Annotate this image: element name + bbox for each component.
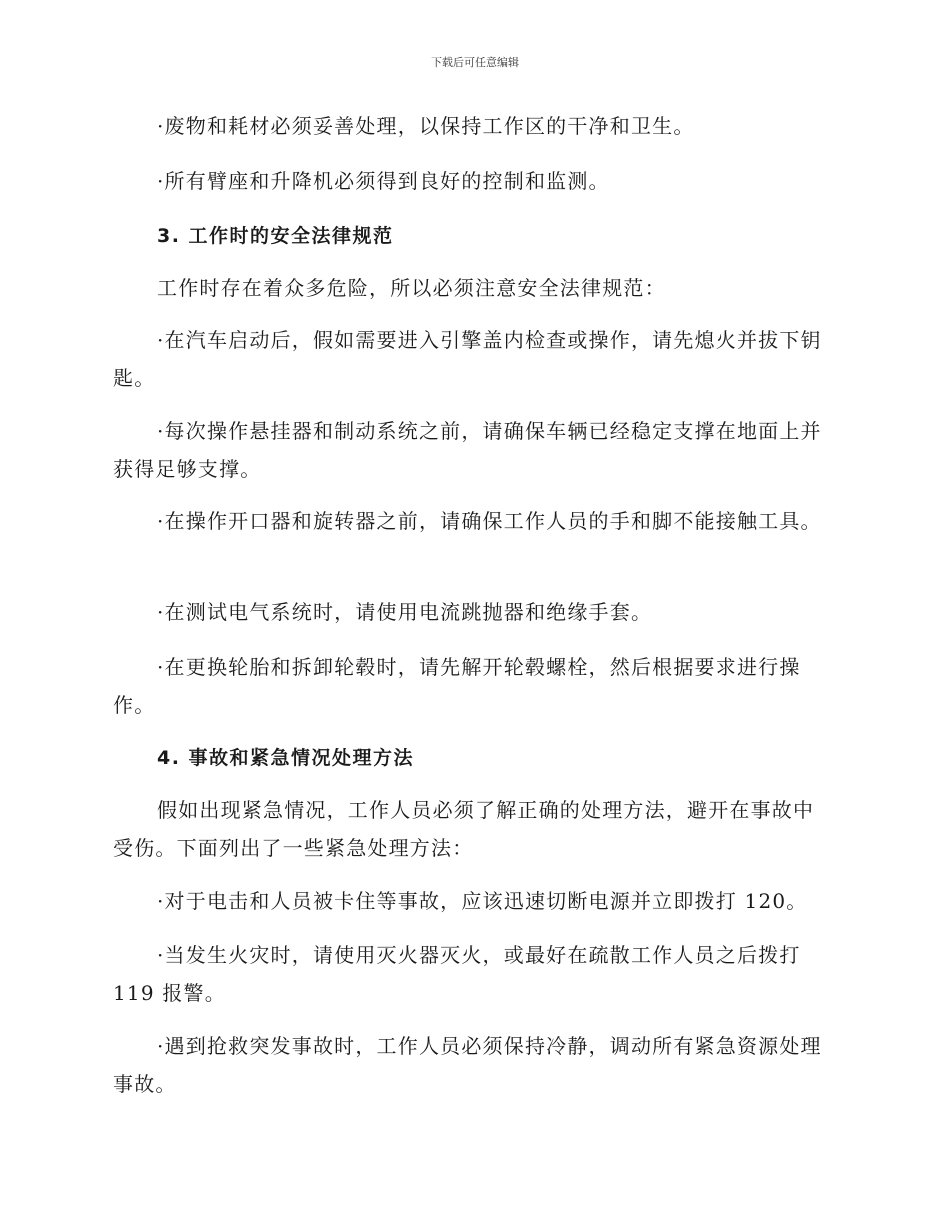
section-heading-4: 4. 事故和紧急情况处理方法 [157,747,415,769]
bullet-suspension-brake: ·每次操作悬挂器和制动系统之前，请确保车辆已经稳定支撑在地面上并获得足够支撑。 [113,419,822,481]
bullet-fire: ·当发生火灾时，请使用灭火器灭火，或最好在疏散工作人员之后拨打 119 报警。 [113,943,801,1005]
bullet-emergency-rescue: ·遇到抢救突发事故时，工作人员必须保持冷静，调动所有紧急资源处理事故。 [113,1034,822,1096]
bullet-electrical-test: ·在测试电气系统时，请使用电流跳抛器和绝缘手套。 [157,600,653,624]
bullet-tire-change: ·在更换轮胎和拆卸轮毂时，请先解开轮毂螺栓，然后根据要求进行操作。 [113,655,801,717]
bullet-engine-check: ·在汽车启动后，假如需要进入引擎盖内检查或操作，请先熄火并拔下钥匙。 [113,328,822,390]
bullet-opener-rotator: ·在操作开口器和旋转器之前，请确保工作人员的手和脚不能接触工具。 [157,509,822,533]
bullet-electric-shock: ·对于电击和人员被卡住等事故，应该迅速切断电源并立即拨打 120。 [157,889,808,913]
section-3-intro: 工作时存在着众多危险，所以必须注意安全法律规范： [157,276,666,300]
section-4-intro: 假如出现紧急情况，工作人员必须了解正确的处理方法，避开在事故中受伤。下面列出了一些紧急处理方法： [113,798,815,860]
bullet-waste-disposal: ·废物和耗材必须妥善处理，以保持工作区的干净和卫生。 [157,114,695,138]
bullet-lift-control: ·所有臂座和升降机必须得到良好的控制和监测。 [157,169,610,193]
page-header: 下载后可任意编辑 [431,56,519,69]
section-heading-3: 3. 工作时的安全法律规范 [157,225,394,247]
